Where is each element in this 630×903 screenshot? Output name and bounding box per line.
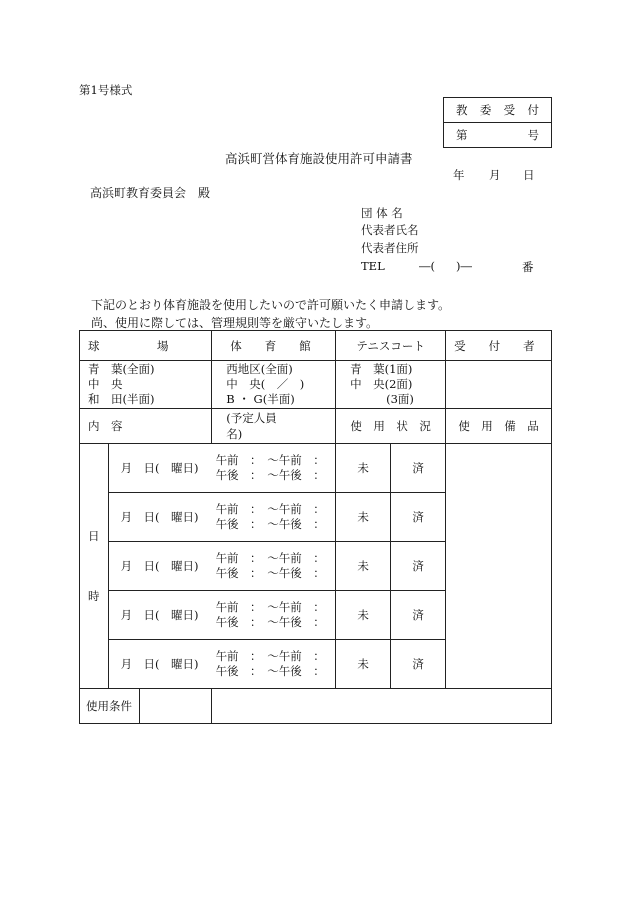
status-done: 済: [391, 591, 446, 640]
row-date: 月 日( 曜日): [120, 461, 199, 475]
gym-item: B ・ G(半面): [226, 392, 295, 406]
status-unused: 未: [336, 591, 391, 640]
field-list: [80, 361, 212, 409]
body-text-1: 下記のとおり体育施設を使用したいので許可願いたく申請します。: [91, 298, 451, 312]
usage-status-label: 使 用 状 況: [336, 409, 446, 444]
contents-label: 内 容: [80, 409, 212, 444]
header-receiver: 受 付 者: [446, 331, 552, 361]
status-done: 済: [391, 640, 446, 689]
receipt-number-prefix: 第: [456, 128, 468, 142]
receipt-char: 教: [456, 103, 468, 117]
table-row: [80, 444, 552, 493]
receipt-label: [444, 98, 552, 123]
row-date: 月 日( 曜日): [120, 657, 199, 671]
tennis-item: 青 葉(1面): [350, 362, 413, 376]
header-field: 球 場: [80, 331, 212, 361]
status-unused: 未: [336, 493, 391, 542]
receipt-number-suffix: 号: [527, 128, 539, 142]
row-am: 午前 ： ～午前 ：: [215, 649, 325, 663]
tel-ban: 番: [522, 260, 534, 274]
row-pm: 午後 ： ～午後 ：: [215, 566, 325, 580]
page-title: 高浜町営体育施設使用許可申請書: [225, 151, 413, 166]
applicant-rep-name-label: 代表者氏名: [361, 223, 419, 237]
planned-people: (予定人員 名): [212, 409, 336, 444]
form-number: 第1号様式: [79, 83, 133, 97]
status-done: 済: [391, 444, 446, 493]
facility-table: [79, 330, 552, 724]
date-month: 月: [489, 168, 501, 182]
datetime-char: 時: [88, 589, 100, 603]
datetime-label: [80, 444, 109, 689]
row-am: 午前 ： ～午前 ：: [215, 502, 325, 516]
date-day: 日: [523, 168, 535, 182]
applicant-rep-address-label: 代表者住所: [361, 241, 419, 255]
receipt-char: 付: [527, 103, 539, 117]
row-am: 午前 ： ～午前 ：: [215, 551, 325, 565]
receipt-char: 委: [479, 103, 492, 117]
header-tennis: テニスコート: [336, 331, 446, 361]
row-pm: 午後 ： ～午後 ：: [215, 664, 325, 678]
row-date: 月 日( 曜日): [120, 559, 199, 573]
tennis-list: [336, 361, 446, 409]
date-time-cell: [108, 493, 336, 542]
tennis-item: 中 央(2面): [350, 377, 413, 391]
date-time-cell: [108, 542, 336, 591]
date-time-cell: [108, 640, 336, 689]
tennis-item: (3面): [386, 392, 414, 406]
row-date: 月 日( 曜日): [120, 510, 199, 524]
status-unused: 未: [336, 542, 391, 591]
conditions-divider: [139, 689, 140, 723]
status-done: 済: [391, 493, 446, 542]
status-unused: 未: [336, 640, 391, 689]
status-done: 済: [391, 542, 446, 591]
tel-separator-2: )―: [456, 259, 472, 273]
body-text-2: 尚、使用に際しては、管理規則等を厳守いたします。: [91, 316, 379, 330]
receipt-box: [443, 97, 552, 148]
date-time-cell: [108, 591, 336, 640]
field-item: 青 葉(全面): [88, 362, 155, 376]
date-year: 年: [453, 168, 465, 182]
row-am: 午前 ： ～午前 ：: [215, 600, 325, 614]
receipt-number: [444, 123, 552, 148]
header-gym: 体 育 館: [212, 331, 336, 361]
row-pm: 午後 ： ～午後 ：: [215, 468, 325, 482]
receiver-cell: [446, 361, 552, 409]
receipt-char: 受: [503, 103, 516, 117]
gym-list: [212, 361, 336, 409]
status-unused: 未: [336, 444, 391, 493]
tel-separator-1: ―(: [419, 259, 435, 273]
gym-item: 西地区(全面): [226, 362, 293, 376]
row-pm: 午後 ： ～午後 ：: [215, 517, 325, 531]
equipment-cell: [446, 444, 552, 689]
applicant-group-label: 団 体 名: [361, 206, 403, 220]
row-pm: 午後 ： ～午後 ：: [215, 615, 325, 629]
date-time-cell: [108, 444, 336, 493]
applicant-tel-label: TEL: [361, 259, 385, 273]
equipment-label: 使 用 備 品: [446, 409, 552, 444]
row-date: 月 日( 曜日): [120, 608, 199, 622]
row-am: 午前 ： ～午前 ：: [215, 453, 325, 467]
field-item: 中 央: [88, 377, 123, 391]
conditions-cell: [212, 689, 552, 724]
gym-item: 中 央( ／ ): [226, 377, 305, 391]
conditions-label: 使用条件: [80, 689, 212, 724]
addressee: 高浜町教育委員会 殿: [90, 186, 211, 200]
field-item: 和 田(半面): [88, 392, 155, 406]
datetime-char: 日: [88, 529, 100, 543]
